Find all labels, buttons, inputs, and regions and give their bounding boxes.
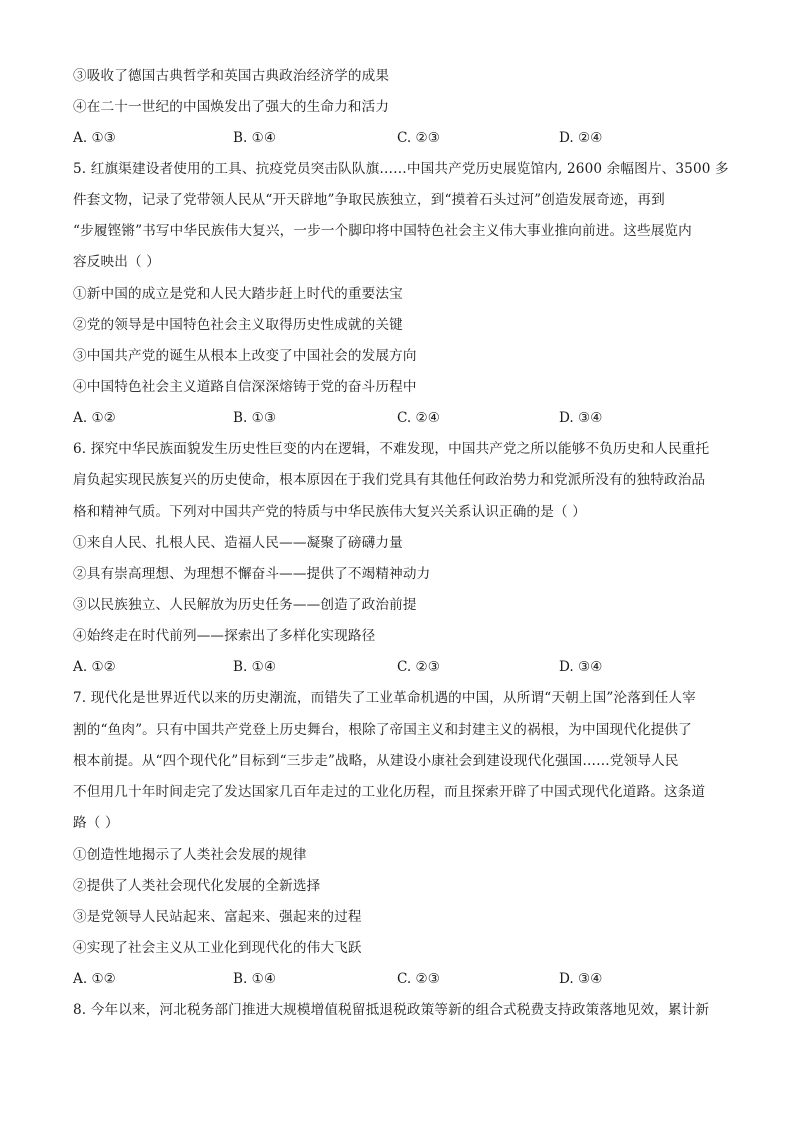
q7-stem-line: 不但用几十年时间走完了发达国家几百年走过的工业化历程，而且探索开辟了中国式现代化道路。这条道 (73, 784, 706, 800)
q5-item-1: ①新中国的成立是党和人民大踏步赶上时代的重要法宝 (73, 286, 403, 302)
q7-stem-line: 根本前提。从“四个现代化”目标到“三步走”战略，从建设小康社会到建设现代化强国……党领导人民 (73, 753, 679, 769)
q6-stem-line: 格和精神气质。下列对中国共产党的特质与中华民族伟大复兴关系认识正确的是（ ） (73, 504, 586, 520)
q4-item-3: ③吸收了德国古典哲学和英国古典政治经济学的成果 (73, 68, 390, 84)
q5-option-a[interactable]: A. ①② (73, 410, 116, 426)
q6-item-1: ①来自人民、扎根人民、造福人民——凝聚了磅礴力量 (73, 535, 403, 551)
q4-option-c[interactable]: C. ②③ (397, 130, 440, 146)
q5-item-4: ④中国特色社会主义道路自信深深熔铸于党的奋斗历程中 (73, 379, 417, 395)
q7-item-2: ②提供了人类社会现代化发展的全新选择 (73, 878, 321, 894)
q5-stem-line: 5. 红旗渠建设者使用的工具、抗疫党员突击队队旗……中国共产党历史展览馆内, 2600 余幅图片、3500 多 (73, 161, 729, 177)
q7-option-b[interactable]: B. ①④ (233, 971, 277, 987)
q6-item-4: ④始终走在时代前列——探索出了多样化实现路径 (73, 628, 376, 644)
q5-item-3: ③中国共产党的诞生从根本上改变了中国社会的发展方向 (73, 348, 417, 364)
q4-item-4: ④在二十一世纪的中国焕发出了强大的生命力和活力 (73, 99, 390, 115)
q6-option-c[interactable]: C. ②③ (397, 659, 440, 675)
q6-option-d[interactable]: D. ③④ (559, 659, 603, 675)
q6-option-b[interactable]: B. ①④ (233, 659, 277, 675)
q7-options (73, 969, 733, 989)
q7-option-c[interactable]: C. ②③ (397, 971, 440, 987)
q7-stem-line: 7. 现代化是世界近代以来的历史潮流，而错失了工业革命机遇的中国，从所谓“天朝上国”沦落到任人宰 (73, 690, 696, 706)
q7-stem-line: 割的“鱼肉”。只有中国共产党登上历史舞台，根除了帝国主义和封建主义的祸根，为中国现代化提供了 (73, 722, 692, 738)
q6-item-2: ②具有崇高理想、为理想不懈奋斗——提供了不竭精神动力 (73, 566, 431, 582)
q5-stem-line: 容反映出（ ） (73, 254, 160, 270)
q5-option-b[interactable]: B. ①③ (233, 410, 277, 426)
q4-option-b[interactable]: B. ①④ (233, 130, 277, 146)
q7-item-3: ③是党领导人民站起来、富起来、强起来的过程 (73, 909, 362, 925)
q7-item-4: ④实现了社会主义从工业化到现代化的伟大飞跃 (73, 940, 362, 956)
q6-stem-line: 6. 探究中华民族面貌发生历史性巨变的内在逻辑，不难发现，中国共产党之所以能够不负历史和人民重托 (73, 441, 710, 457)
q6-option-a[interactable]: A. ①② (73, 659, 116, 675)
q4-option-d[interactable]: D. ②④ (559, 130, 603, 146)
q7-option-a[interactable]: A. ①② (73, 971, 116, 987)
q5-item-2: ②党的领导是中国特色社会主义取得历史性成就的关键 (73, 317, 403, 333)
q5-stem-line: “步履铿锵”书写中华民族伟大复兴，一步一个脚印将中国特色社会主义伟大事业推向前进。这些展览内 (73, 223, 692, 239)
q4-options (73, 128, 733, 148)
q7-stem-line: 路（ ） (73, 815, 119, 831)
q7-item-1: ①创造性地揭示了人类社会发展的规律 (73, 847, 307, 863)
q7-option-d[interactable]: D. ③④ (559, 971, 603, 987)
q4-option-a[interactable]: A. ①③ (73, 130, 116, 146)
q8-stem-line: 8. 今年以来，河北税务部门推进大规模增值税留抵退税政策等新的组合式税费支持政策落地见效，累计新 (73, 1002, 710, 1018)
q6-options (73, 657, 733, 677)
q5-options (73, 408, 733, 428)
q5-option-c[interactable]: C. ②④ (397, 410, 440, 426)
q5-stem-line: 件套文物，记录了党带领人民从“开天辟地”争取民族独立，到“摸着石头过河”创造发展奇迹，再到 (73, 192, 665, 208)
q6-item-3: ③以民族独立、人民解放为历史任务——创造了政治前提 (73, 597, 417, 613)
q6-stem-line: 肩负起实现民族复兴的历史使命，根本原因在于我们党具有其他任何政治势力和党派所没有的独特政治品 (73, 472, 706, 488)
q5-option-d[interactable]: D. ③④ (559, 410, 603, 426)
